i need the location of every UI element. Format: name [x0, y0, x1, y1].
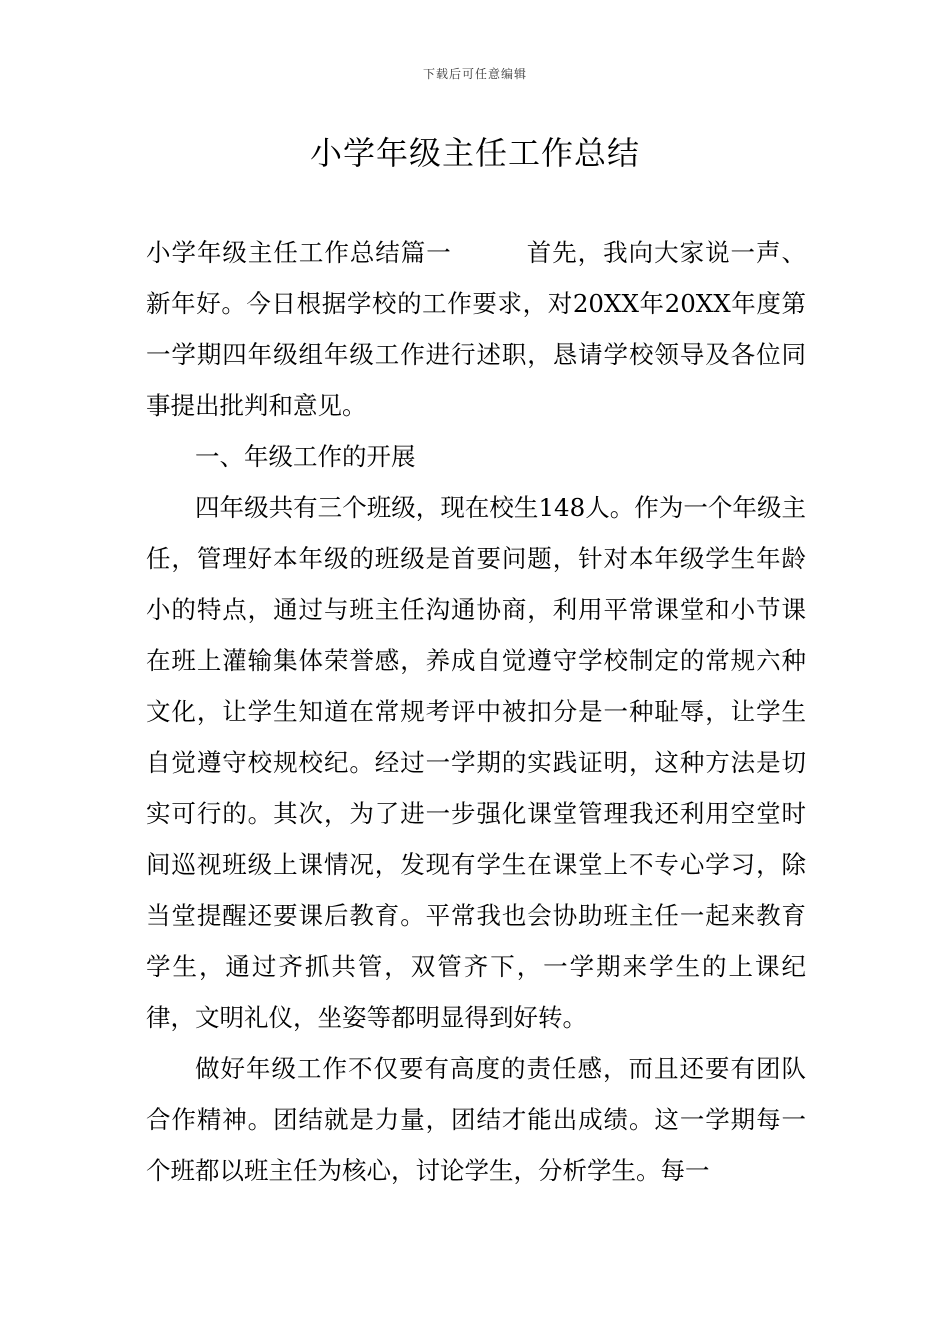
intro-text: 首先，我向大家说一声、新年好。今日根据学校的工作要求，对20XX年20XX年度第一学期四年级组年级工作进行述职，恳请学校领导及各位同事提出批判和意见。: [146, 238, 807, 420]
header-note: 下载后可任意编辑: [422, 67, 527, 81]
body-paragraph-1: 四年级共有三个班级，现在校生148人。作为一个年级主任，管理好本年级的班级是首要问题，针对本年级学生年龄小的特点，通过与班主任沟通协商，利用平常课堂和小节课在班上灌输集体荣誉感，养成自觉遵守学校制定的常规六种文化，让学生知道在常规考评中被扣分是一种耻辱，让学生自觉遵守校规校纪。经过一学期的实践证明，这种方法是切实可行的。其次，为了进一步强化课堂管理我还利用空堂时间巡视班级上课情况，发现有学生在课堂上不专心学习，除当堂提醒还要课后教育。平常我也会协助班主任一起来教育学生，通过齐抓共管，双管齐下，一学期来学生的上课纪律，文明礼仪，坐姿等都明显得到好转。: [146, 493, 806, 1032]
intro-paragraph: [146, 227, 806, 431]
document-title: 小学年级主任工作总结: [309, 134, 640, 172]
section-heading: 一、年级工作的开展: [195, 442, 416, 471]
intro-label: 小学年级主任工作总结篇一: [146, 238, 452, 267]
body-paragraph-2: 做好年级工作不仅要有高度的责任感，而且还要有团队合作精神。团结就是力量，团结才能出成绩。这一学期每一个班都以班主任为核心，讨论学生，分析学生。每一: [146, 1054, 806, 1185]
document-body: [146, 227, 806, 1196]
